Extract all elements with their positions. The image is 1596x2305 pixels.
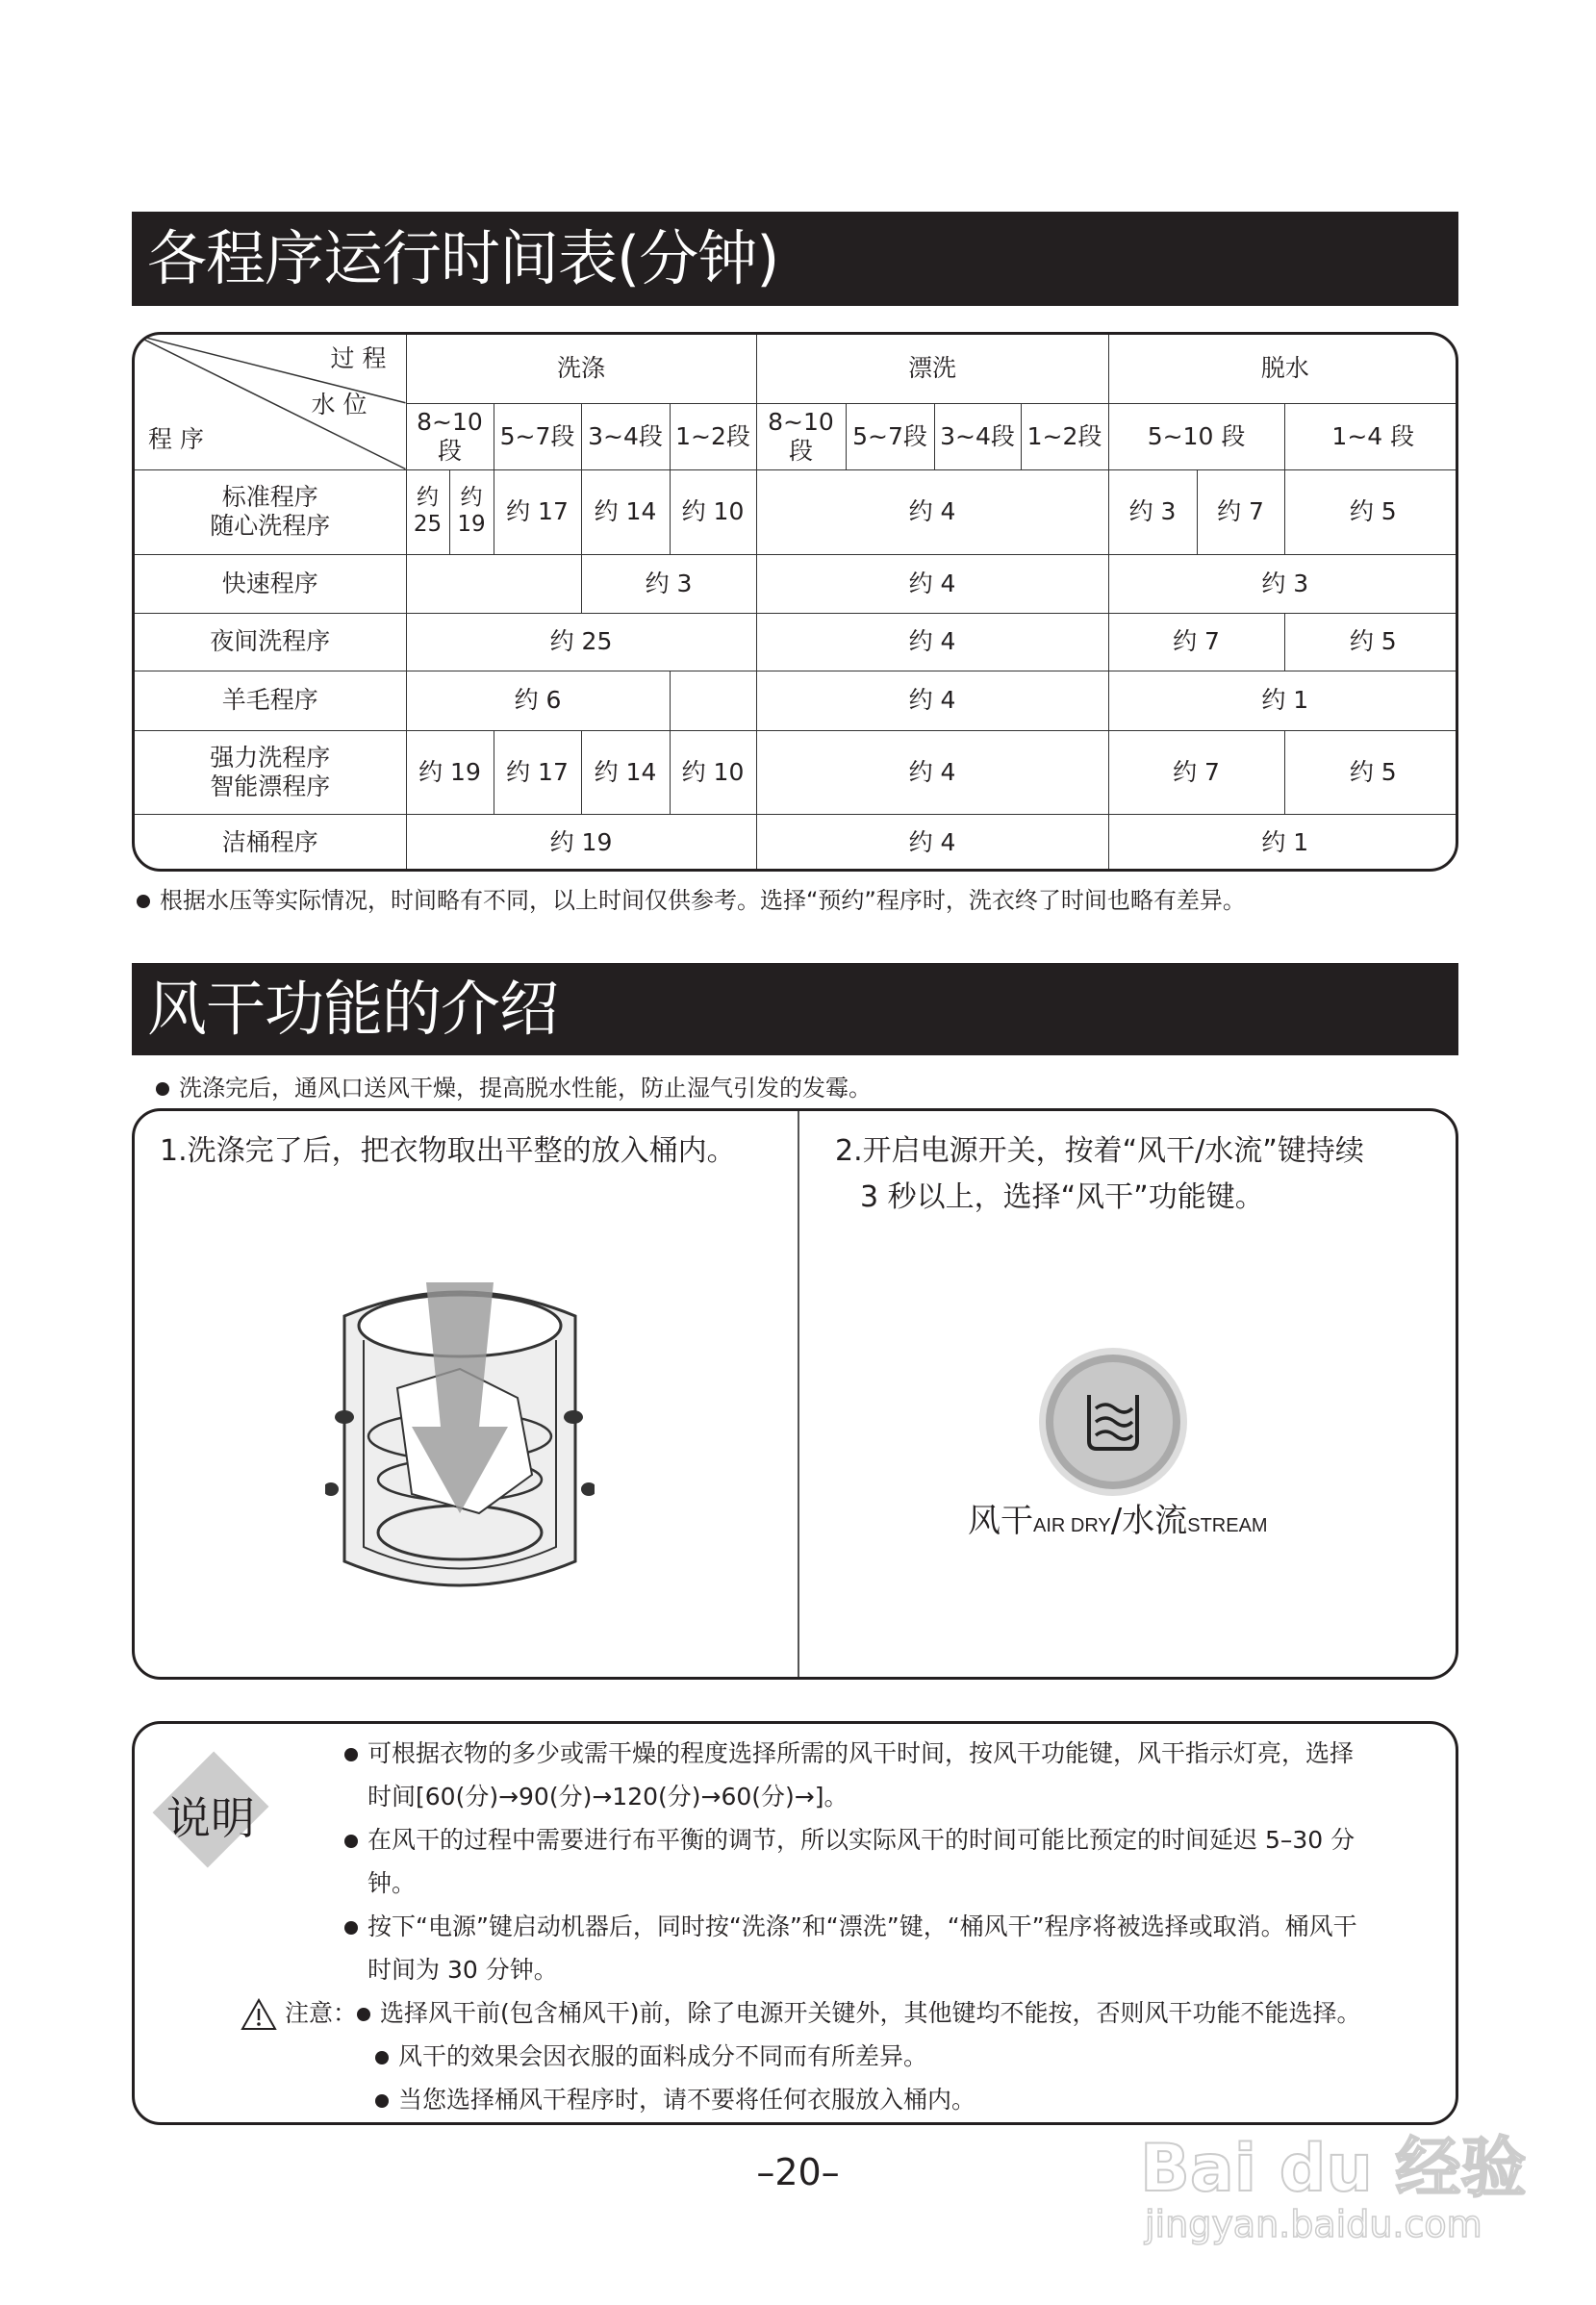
bullet-icon	[375, 2051, 389, 2064]
group-rinse: 漂洗	[756, 335, 1108, 403]
divider	[798, 1111, 799, 1677]
level: 1~4 段	[1284, 403, 1458, 469]
cell: 约 19	[406, 730, 494, 814]
cell: 约 10	[670, 469, 756, 554]
cell: 约 17	[494, 469, 581, 554]
page-number: –20–	[756, 2151, 840, 2193]
bullet-icon	[156, 1082, 169, 1096]
group-spin: 脱水	[1108, 335, 1458, 403]
watermark-url: jingyan.baidu.com	[1145, 2203, 1482, 2245]
corner-water: 水 位	[311, 391, 367, 418]
watermark-brand: Bai du 经验	[1140, 2131, 1527, 2207]
cell: 约 5	[1284, 730, 1458, 814]
table-row	[135, 814, 1458, 872]
cell: 约 25	[406, 613, 756, 671]
program-name: 洁桶程序	[135, 814, 406, 872]
level: 3~4段	[934, 403, 1021, 469]
cell: 约 10	[670, 730, 756, 814]
step-2-text-line1: 2.开启电源开关，按着“风干/水流”键持续	[835, 1134, 1364, 1168]
cell: 约 25	[406, 469, 449, 554]
table-row	[135, 554, 1458, 613]
caution-block: 注意： 选择风干前(包含桶风干)前，除了电源开关键外，其他键均不能按，否则风干功能不能选择。 风干的效果会因衣服的面料成分不同而有所差异。 当您选择桶风干程序时，请不要将任何衣服放入桶内。	[241, 1991, 1360, 2121]
warning-triangle-icon	[241, 1998, 277, 2031]
notes-box	[132, 1721, 1458, 2125]
group-wash: 洗涤	[406, 335, 756, 403]
cell: 约 14	[581, 469, 670, 554]
step-1-text: 1.洗涤完了后，把衣物取出平整的放入桶内。	[160, 1134, 736, 1168]
level: 5~7段	[846, 403, 934, 469]
corner-process: 过 程	[330, 344, 387, 372]
washer-tub-illustration	[325, 1273, 595, 1609]
cell: 约 4	[756, 730, 1108, 814]
cell: 约 7	[1108, 730, 1284, 814]
cell: 约 4	[756, 554, 1108, 613]
cell: 约 7	[1108, 613, 1284, 671]
cell: 约 14	[581, 730, 670, 814]
table-corner-header	[135, 335, 406, 469]
level: 1~2段	[1021, 403, 1108, 469]
section-title-runtime: 各程序运行时间表(分钟)	[132, 212, 1458, 306]
airdry-button-label: 风干AIR DRY/水流STREAM	[968, 1502, 1268, 1540]
cell: 约 6	[406, 671, 670, 730]
bullet-icon	[344, 1835, 358, 1848]
airdry-steps-panel	[132, 1108, 1458, 1680]
cell: 约 5	[1284, 469, 1458, 554]
level: 5~10 段	[1108, 403, 1284, 469]
table-row	[135, 613, 1458, 671]
cell: 约 3	[1108, 469, 1197, 554]
bullet-icon	[344, 1921, 358, 1935]
cell: 约 19	[406, 814, 756, 872]
table-row	[135, 671, 1458, 730]
level: 3~4段	[581, 403, 670, 469]
bullet-icon	[375, 2094, 389, 2108]
cell: 约 4	[756, 671, 1108, 730]
cell	[406, 554, 581, 613]
corner-program: 程 序	[148, 425, 204, 453]
cell: 约 19	[449, 469, 494, 554]
program-name: 夜间洗程序	[135, 613, 406, 671]
level: 1~2段	[670, 403, 756, 469]
level: 8~10段	[406, 403, 494, 469]
level: 5~7段	[494, 403, 581, 469]
notes-badge: 说明	[154, 1757, 267, 1864]
program-name: 标准程序 随心洗程序	[135, 469, 406, 554]
notes-list: 可根据衣物的多少或需干燥的程度选择所需的风干时间，按风干功能键，风干指示灯亮，选择 时间[60(分)→90(分)→120(分)→60(分)→]。 在风干的过程中需要进行布平衡的调节，所以实际风干的时间可能比预定的时间延迟 5–30 分 钟。 按下“电源”键启动机器后，同时按“洗涤”和“漂洗”键，“桶风干”程序将被选择或取消。桶风干 时间为 30 分钟。	[344, 1732, 1357, 1991]
step-2-text-line2: 3 秒以上，选择“风干”功能键。	[860, 1180, 1264, 1214]
bullet-icon	[344, 1748, 358, 1761]
cell: 约 3	[581, 554, 756, 613]
cell: 约 17	[494, 730, 581, 814]
table-row	[135, 730, 1458, 814]
cell: 约 4	[756, 469, 1108, 554]
program-name: 强力洗程序 智能漂程序	[135, 730, 406, 814]
program-name: 羊毛程序	[135, 671, 406, 730]
program-name: 快速程序	[135, 554, 406, 613]
cell: 约 7	[1197, 469, 1284, 554]
runtime-table	[132, 332, 1458, 872]
section-title-airdry: 风干功能的介绍	[132, 963, 1458, 1055]
bullet-icon	[357, 2008, 370, 2021]
cell: 约 1	[1108, 671, 1458, 730]
cell: 约 1	[1108, 814, 1458, 872]
airdry-intro: 洗涤完后，通风口送风干燥，提高脱水性能，防止湿气引发的发霉。	[156, 1069, 872, 1102]
cell: 约 4	[756, 814, 1108, 872]
cell: 约 3	[1108, 554, 1458, 613]
bullet-icon	[137, 895, 150, 908]
table-footnote: 根据水压等实际情况，时间略有不同，以上时间仅供参考。选择“预约”程序时，洗衣终了时间也略有差异。	[137, 881, 1246, 915]
table-row	[135, 469, 1458, 554]
cell: 约 4	[756, 613, 1108, 671]
cell	[670, 671, 756, 730]
airdry-stream-button-icon[interactable]	[1036, 1345, 1190, 1499]
cell: 约 5	[1284, 613, 1458, 671]
level: 8~10段	[756, 403, 846, 469]
